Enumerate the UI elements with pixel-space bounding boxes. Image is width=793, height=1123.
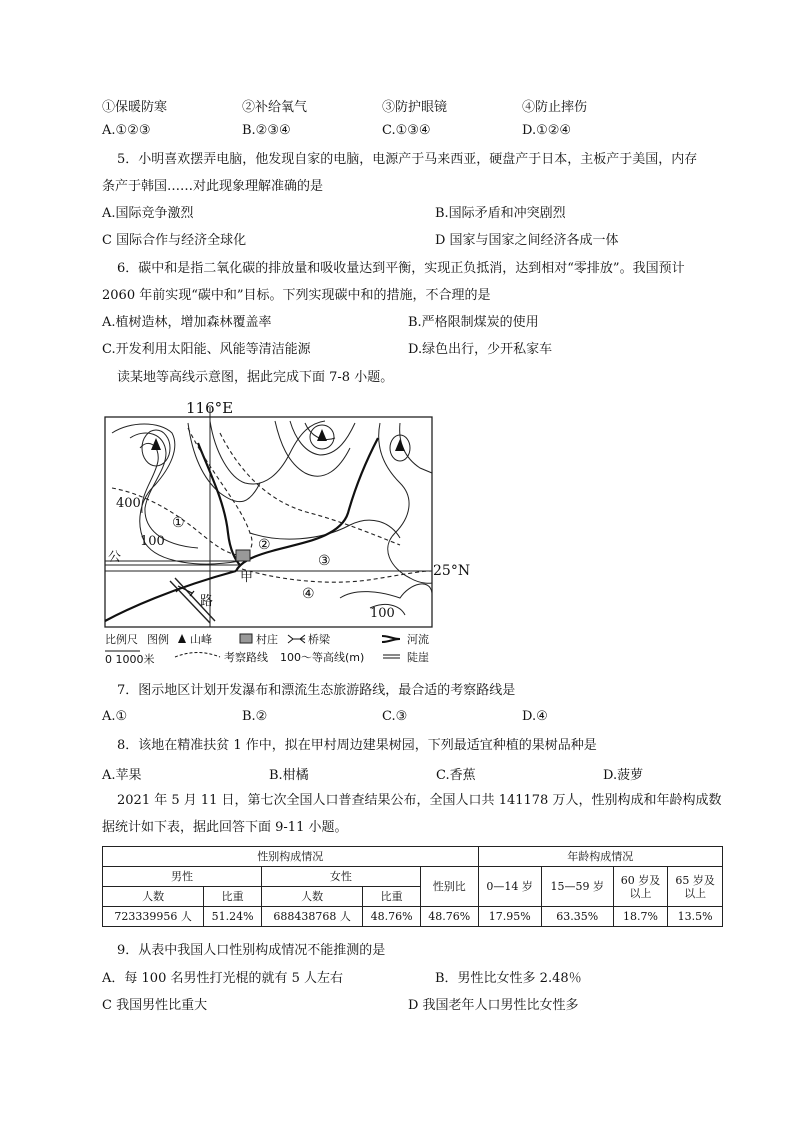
legend-scale-value: 0 1000米 — [105, 653, 155, 666]
q4-choice-b: B.②③④ — [242, 123, 291, 138]
q8-option-b: B.柑橘 — [269, 768, 309, 783]
legend-peak: 山峰 — [190, 633, 212, 646]
q9-option-a: A．每 100 名男性打光棍的就有 5 人左右 — [102, 971, 344, 986]
legend-route-icon — [175, 653, 220, 658]
latitude-label: 25°N — [433, 563, 471, 579]
q9-stem: 9．从表中我国人口性别构成情况不能推测的是 — [117, 943, 386, 958]
age-65-line2: 以上 — [684, 886, 707, 900]
q6-option-b: B.严格限制煤炭的使用 — [408, 315, 539, 330]
legend-peak-icon — [178, 634, 186, 643]
route-4-label: ④ — [302, 586, 315, 602]
q7-option-b: B.② — [242, 709, 268, 724]
legend-contour: 100～等高线(m) — [280, 651, 365, 664]
q4-items-row — [102, 96, 587, 115]
age-65-line1: 65 岁及 — [675, 873, 715, 887]
q8-stem: 8．该地在精准扶贫 1 作中，拟在甲村周边建果树园，下列最适宜种植的果树品种是 — [117, 738, 597, 753]
female-ratio-value: 48.76% — [363, 907, 421, 927]
contour-line — [400, 423, 432, 473]
table-row — [103, 867, 723, 887]
longitude-label: 116°E — [186, 399, 234, 417]
age-header: 年龄构成情况 — [478, 847, 722, 867]
age-60-value: 18.7% — [613, 907, 668, 927]
age-65-header — [668, 867, 723, 907]
q8-option-d: D.菠萝 — [603, 768, 644, 783]
legend-river-icon — [382, 636, 400, 642]
peak-icon — [151, 438, 161, 450]
q7-options-row — [102, 709, 548, 724]
legend-bridge: 桥梁 — [308, 633, 330, 646]
q4-choices-row — [102, 123, 571, 138]
road-label-right: 路 — [200, 594, 214, 609]
legend-scale: 比例尺 — [105, 633, 138, 646]
q7-option-d: D.④ — [522, 709, 548, 724]
q8-option-c: C.香蕉 — [436, 768, 476, 783]
age-0-14-value: 17.95% — [478, 907, 541, 927]
contour-label-100-left: 100 — [140, 534, 165, 549]
village-label: 甲 — [240, 570, 254, 585]
river-line — [105, 571, 236, 621]
table-row — [103, 907, 723, 927]
census-intro-line2: 据统计如下表，据此回答下面 9-11 小题。 — [102, 820, 348, 835]
legend-cliff-icon — [383, 655, 400, 658]
peak-icon — [395, 439, 405, 451]
female-header: 女性 — [261, 867, 420, 887]
q6-stem-line1: 6．碳中和是指二氧化碳的排放量和吸收量达到平衡，实现正负抵消，达到相对“零排放”。我国预计 — [117, 261, 685, 276]
legend-village: 村庄 — [256, 633, 278, 646]
road-label-left: 公 — [108, 550, 122, 565]
male-header: 男性 — [103, 867, 262, 887]
contour-label-400: 400 — [116, 496, 141, 511]
q9-option-b: B．男性比女性多 2.48％ — [435, 971, 582, 986]
legend-village-icon — [240, 634, 252, 643]
gender-header: 性别构成情况 — [103, 847, 479, 867]
male-count-header: 人数 — [103, 887, 204, 907]
peak-icon — [317, 429, 327, 441]
q4-item-2: ②补给氧气 — [242, 100, 308, 115]
male-count-value: 723339956 人 — [103, 907, 204, 927]
q6-stem-line2: 2060 年前实现“碳中和”目标。下列实现碳中和的措施，不合理的是 — [102, 288, 491, 303]
route-1-label: ① — [172, 515, 185, 531]
female-count-value: 688438768 人 — [261, 907, 362, 927]
river-line — [198, 443, 240, 565]
q6-option-d: D.绿色出行，少开私家车 — [408, 342, 553, 357]
q8-option-a: A.苹果 — [102, 768, 142, 783]
legend-route: 考察路线 — [224, 651, 268, 664]
q5-option-a: A.国际竞争激烈 — [102, 206, 194, 221]
map-intro: 读某地等高线示意图，据此完成下面 7-8 小题。 — [117, 370, 394, 385]
female-count-header: 人数 — [261, 887, 362, 907]
q5-option-c: C 国际合作与经济全球化 — [102, 233, 247, 248]
table-row — [103, 847, 723, 867]
age-65-value: 13.5% — [668, 907, 723, 927]
q6-option-c: C.开发利用太阳能、风能等清洁能源 — [102, 342, 311, 357]
male-ratio-value: 51.24% — [204, 907, 262, 927]
age-60-line1: 60 岁及 — [620, 873, 661, 887]
census-intro-line1: 2021 年 5 月 11 日，第七次全国人口普查结果公布，全国人口共 141178 万人，性别构成和年龄构成数 — [117, 793, 722, 808]
q9-option-c: C 我国男性比重大 — [102, 998, 208, 1013]
q4-item-3: ③防护眼镜 — [382, 100, 448, 115]
q5-stem-line2: 条产于韩国……对此现象理解准确的是 — [102, 179, 324, 194]
q5-option-b: B.国际矛盾和冲突剧烈 — [435, 206, 566, 221]
age-15-59-value: 63.35% — [541, 907, 613, 927]
q7-option-a: A.① — [102, 709, 128, 724]
contour-map — [100, 393, 471, 669]
q7-option-c: C.③ — [382, 709, 408, 724]
q6-option-a: A.植树造林，增加森林覆盖率 — [102, 315, 272, 330]
contour-line — [379, 423, 432, 583]
sex-ratio-value: 48.76% — [420, 907, 478, 927]
q4-choice-c: C.①③④ — [382, 123, 431, 138]
q4-choice-d: D.①②④ — [522, 123, 572, 138]
sex-ratio-header: 性别比 — [420, 867, 478, 907]
q8-options-row — [102, 764, 643, 783]
census-table — [102, 846, 723, 927]
male-ratio-header: 比重 — [204, 887, 262, 907]
female-ratio-header: 比重 — [363, 887, 421, 907]
legend-river: 河流 — [407, 633, 429, 646]
q5-stem-line1: 5．小明喜欢摆弄电脑，他发现自家的电脑，电源产于马来西亚，硬盘产于日本，主板产于美国，内存 — [117, 152, 698, 167]
q7-stem: 7．图示地区计划开发瀑布和漂流生态旅游路线，最合适的考察路线是 — [117, 683, 516, 698]
village-icon — [236, 550, 250, 561]
q5-option-d: D 国家与国家之间经济各成一体 — [435, 233, 619, 248]
q4-item-1: ①保暖防寒 — [102, 100, 168, 115]
age-0-14-header: 0—14 岁 — [478, 867, 541, 907]
age-15-59-header: 15—59 岁 — [541, 867, 613, 907]
age-60-header — [613, 867, 668, 907]
contour-label-100-right: 100 — [370, 606, 395, 621]
q4-item-4: ④防止摔伤 — [522, 100, 588, 115]
legend-title: 图例 — [147, 633, 169, 646]
contour-line — [130, 433, 198, 548]
route-3-label: ③ — [318, 553, 331, 569]
route-2-label: ② — [258, 537, 271, 553]
legend-bridge-icon — [288, 635, 305, 643]
age-60-line2: 以上 — [629, 886, 652, 900]
q4-choice-a: A.①②③ — [102, 123, 151, 138]
q9-option-d: D 我国老年人口男性比女性多 — [408, 998, 579, 1013]
legend-cliff: 陡崖 — [407, 651, 429, 664]
contour-line — [340, 584, 432, 598]
